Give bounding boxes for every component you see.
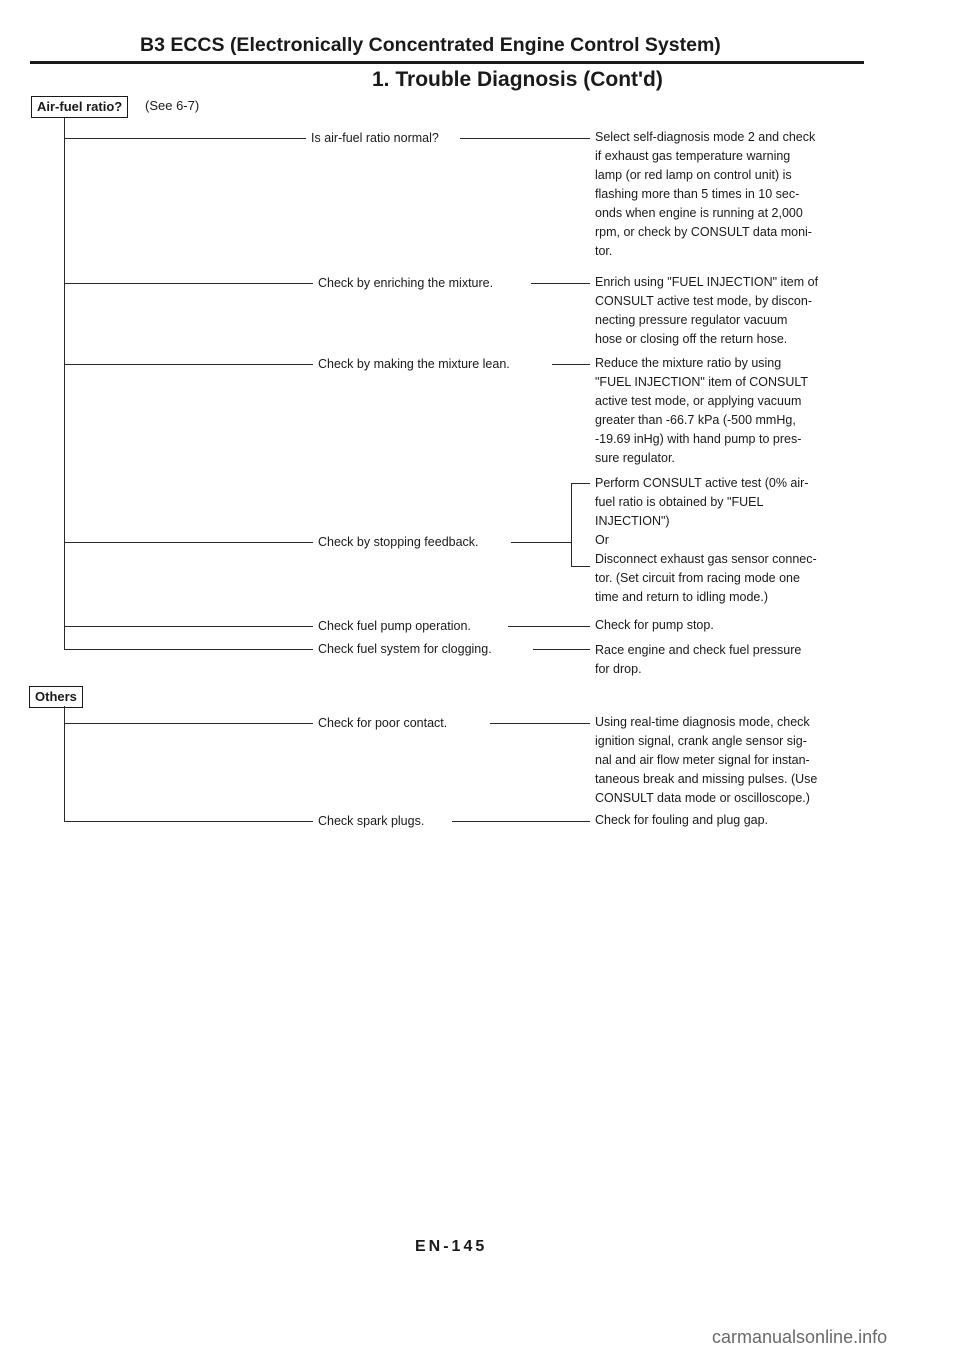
branch-line-left [64,138,306,139]
action-line: CONSULT data mode or oscilloscope.) [595,791,810,805]
action-fouling-gap [595,811,863,830]
action-line: active test mode, or applying vacuum [595,394,802,408]
action-line: greater than -66.7 kPa (-500 mmHg, [595,413,796,427]
air-fuel-ratio-label: Air-fuel ratio? [31,96,128,118]
action-line: onds when engine is running at 2,000 [595,206,803,220]
action-line: Race engine and check fuel pressure [595,643,802,657]
check-spark-plugs: Check spark plugs. [318,814,425,828]
watermark: carmanualsonline.info [712,1327,888,1347]
action-line: ignition signal, crank angle sensor sig- [595,734,807,748]
branch-line-right [552,364,590,365]
branch-line-right [490,723,590,724]
check-poor-contact: Check for poor contact. [318,716,448,730]
action-line: Reduce the mixture ratio by using [595,356,782,370]
action-race-engine [595,641,863,679]
action-line: time and return to idling mode.) [595,590,769,604]
branch-line-left [64,283,313,284]
action-line: Select self-diagnosis mode 2 and check [595,130,816,144]
action-consult-active-test [595,474,863,607]
action-line: Enrich using "FUEL INJECTION" item of [595,275,819,289]
branch-line-right [533,649,590,650]
action-line: tor. (Set circuit from racing mode one [595,571,800,585]
branch-line-left [64,821,313,822]
page-number: EN-145 [415,1238,488,1255]
action-line: INJECTION") [595,514,670,528]
action-line: lamp (or red lamp on control unit) is [595,168,792,182]
branch-line-right [511,542,571,543]
action-reduce-mixture [595,354,863,468]
action-line: fuel ratio is obtained by "FUEL [595,495,764,509]
air-fuel-trunk-line [64,118,65,649]
check-fuel-pump: Check fuel pump operation. [318,619,471,633]
branch-line-left [64,626,313,627]
action-line: taneous break and missing pulses. (Use [595,772,818,786]
branch-line-left [64,649,313,650]
branch-line-right [508,626,590,627]
action-enrich-mixture [595,273,863,349]
check-stopping-feedback: Check by stopping feedback. [318,535,479,549]
action-pump-stop [595,616,863,635]
action-line: Disconnect exhaust gas sensor connec- [595,552,817,566]
branch-line-right [531,283,590,284]
action-real-time-diagnosis [595,713,863,808]
page-subtitle: 1. Trouble Diagnosis (Cont'd) [372,68,663,91]
action-line: Check for fouling and plug gap. [595,813,769,827]
action-line: necting pressure regulator vacuum [595,313,788,327]
action-line: flashing more than 5 times in 10 sec- [595,187,800,201]
action-line: tor. [595,244,613,258]
action-line: "FUEL INJECTION" item of CONSULT [595,375,809,389]
see-reference: (See 6-7) [145,98,200,113]
action-line: Or [595,533,609,547]
action-line: for drop. [595,662,642,676]
check-enriching-mixture: Check by enriching the mixture. [318,276,494,290]
others-label: Others [29,686,83,708]
branch-line-left [64,542,313,543]
branch-line-right [460,138,590,139]
bracket-line [571,483,590,484]
branch-line-left [64,723,313,724]
action-line: CONSULT active test mode, by discon- [595,294,812,308]
section-title: B3 ECCS (Electronically Concentrated Engine Control System) [140,34,721,56]
action-line: hose or closing off the return hose. [595,332,788,346]
bracket-line [571,566,590,567]
action-line: nal and air flow meter signal for instan- [595,753,810,767]
action-line: Perform CONSULT active test (0% air- [595,476,809,490]
action-line: rpm, or check by CONSULT data moni- [595,225,812,239]
action-line: sure regulator. [595,451,675,465]
check-fuel-clogging: Check fuel system for clogging. [318,642,492,656]
branch-line-right [452,821,590,822]
action-self-diagnosis [595,128,863,261]
action-line: if exhaust gas temperature warning [595,149,791,163]
action-line: Using real-time diagnosis mode, check [595,715,810,729]
action-line: -19.69 inHg) with hand pump to pres- [595,432,802,446]
check-lean-mixture: Check by making the mixture lean. [318,357,510,371]
branch-line-left [64,364,313,365]
bracket-line [571,483,572,567]
action-line: Check for pump stop. [595,618,714,632]
check-air-fuel-normal: Is air-fuel ratio normal? [311,131,439,145]
header-rule [30,61,864,64]
